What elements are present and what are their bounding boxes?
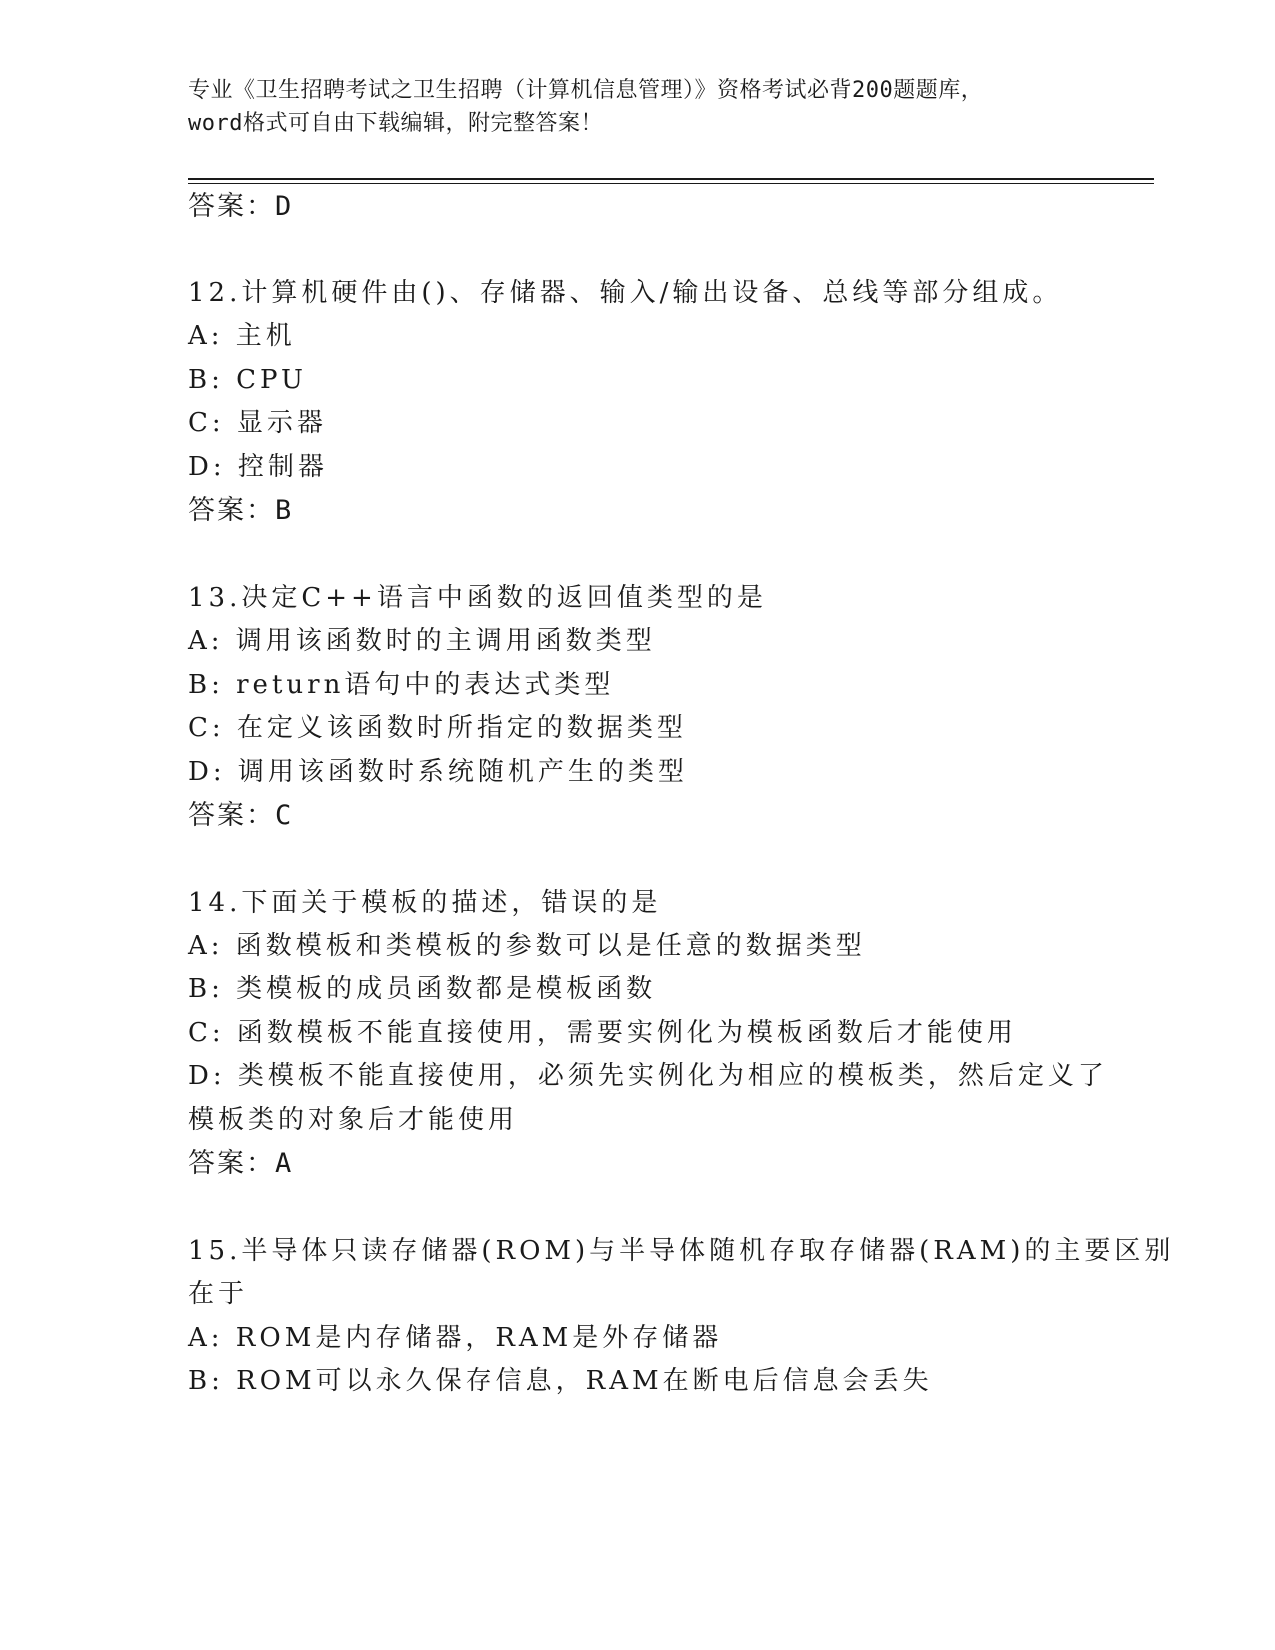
question-12-stem: 12.计算机硬件由()、存储器、输入/输出设备、总线等部分组成。 <box>188 278 1063 308</box>
question-12-option-a: A: 主机 <box>188 321 296 351</box>
header-rule-thin <box>188 183 1154 184</box>
question-12-option-b: B: CPU <box>188 365 307 395</box>
question-14-option-b: B: 类模板的成员函数都是模板函数 <box>188 974 657 1004</box>
question-14-option-d-continued: 模板类的对象后才能使用 <box>188 1105 519 1135</box>
question-14-stem: 14.下面关于模板的描述，错误的是 <box>188 888 662 918</box>
answer-q14: 答案：A <box>188 1148 294 1179</box>
question-13-option-a: A: 调用该函数时的主调用函数类型 <box>188 626 656 656</box>
question-13-option-d: D: 调用该函数时系统随机产生的类型 <box>188 757 688 787</box>
header-rule-thick <box>188 178 1154 180</box>
question-13-stem: 13.决定C++语言中函数的返回值类型的是 <box>188 583 767 613</box>
header-line-2: word格式可自由下载编辑，附完整答案！ <box>188 111 603 136</box>
question-13-option-b: B: return语句中的表达式类型 <box>188 670 615 700</box>
question-15-stem-continued: 在于 <box>188 1279 249 1309</box>
answer-q11: 答案：D <box>188 191 294 222</box>
question-13-option-c: C: 在定义该函数时所指定的数据类型 <box>188 713 687 743</box>
question-15-option-a: A: ROM是内存储器，RAM是外存储器 <box>188 1323 723 1353</box>
question-14-option-c: C: 函数模板不能直接使用，需要实例化为模板函数后才能使用 <box>188 1018 1017 1048</box>
question-15-stem: 15.半导体只读存储器(ROM)与半导体随机存取存储器(RAM)的主要区别 <box>188 1236 1175 1266</box>
question-15-option-b: B: ROM可以永久保存信息，RAM在断电后信息会丢失 <box>188 1366 933 1396</box>
answer-q12: 答案：B <box>188 495 294 526</box>
header-line-1: 专业《卫生招聘考试之卫生招聘（计算机信息管理）》资格考试必背200题题库， <box>188 78 984 103</box>
question-12-option-d: D: 控制器 <box>188 452 328 482</box>
document-header <box>188 74 1088 140</box>
question-12-option-c: C: 显示器 <box>188 408 327 438</box>
question-14-option-a: A: 函数模板和类模板的参数可以是任意的数据类型 <box>188 931 866 961</box>
question-14-option-d: D: 类模板不能直接使用，必须先实例化为相应的模板类，然后定义了 <box>188 1061 1108 1091</box>
answer-q13: 答案：C <box>188 800 294 831</box>
